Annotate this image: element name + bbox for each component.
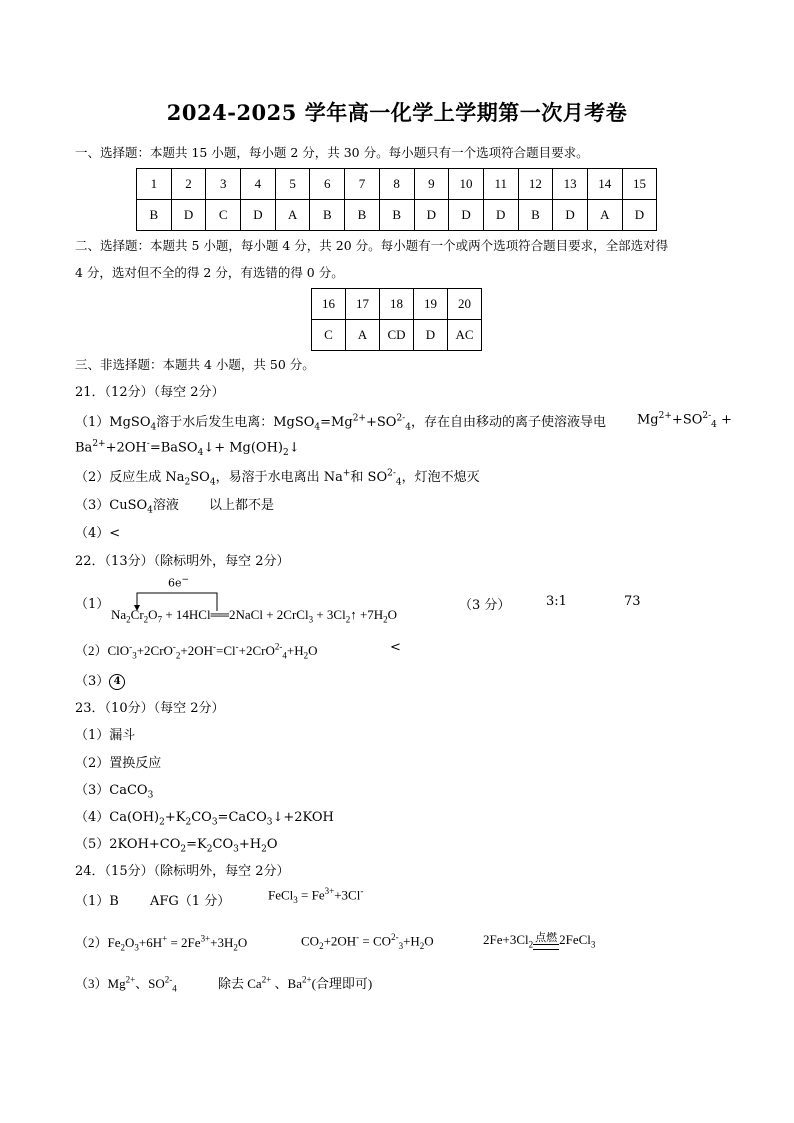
answer-table-1: [136, 168, 657, 231]
label: （5）: [75, 837, 110, 852]
text: +K: [164, 810, 186, 825]
text: CO: [212, 837, 234, 852]
subscript: 4: [395, 477, 402, 488]
text: + 14HCl: [162, 607, 211, 622]
superscript: -: [172, 641, 176, 652]
text: MgSO: [109, 415, 151, 430]
text: +H: [238, 837, 262, 852]
label: （3）: [75, 674, 110, 689]
q21-part1-ions: [637, 411, 732, 430]
text: CO: [191, 810, 212, 825]
q24-heading: 24．（15分）（除标明外，每空 2分）: [75, 864, 290, 879]
subscript: 3: [132, 650, 137, 661]
subscript: 3: [590, 939, 596, 950]
superscript: +: [162, 933, 168, 944]
table-cell: 19: [414, 289, 448, 320]
superscript: 2+: [92, 439, 106, 449]
superscript: 3+: [324, 886, 335, 896]
table-cell: A: [587, 200, 622, 231]
section1-heading: 一、选择题：本题共 15 小题，每小题 2 分，共 30 分。每小题只有一个选项符合题目要求。: [75, 145, 589, 160]
table-row-answers: [137, 200, 657, 231]
text: 2KOH+CO: [109, 837, 181, 852]
text: +SO: [365, 415, 397, 430]
text: ↓: [288, 440, 300, 456]
table-cell: B: [518, 200, 553, 231]
superscript: 2-: [391, 932, 399, 942]
page-title: 2024-2025 学年高一化学上学期第一次月考卷: [166, 100, 628, 125]
table-cell: 11: [483, 169, 518, 200]
text: 和 SO: [350, 470, 388, 485]
q23-heading: 23．（10分）（每空 2分）: [75, 701, 225, 716]
q21-part1-line2: [75, 439, 300, 458]
subscript: 2: [180, 844, 187, 855]
q22-heading: 22．（13分）（除标明外，每空 2分）: [75, 554, 290, 569]
subscript: 2: [233, 942, 238, 953]
subscript: 2: [159, 817, 165, 828]
subscript: 2: [319, 940, 324, 951]
text: CO: [301, 933, 320, 949]
table-cell: 16: [312, 289, 346, 320]
text: Ba: [75, 440, 93, 456]
text: O: [125, 935, 135, 950]
table-cell: 5: [275, 169, 310, 200]
q21-part2: [75, 466, 480, 488]
label: （2）: [75, 643, 108, 658]
subscript: 2: [143, 614, 149, 625]
subscript: 3: [233, 844, 239, 855]
label: （2）: [75, 470, 110, 485]
superscript: 2-: [702, 411, 712, 421]
text: SO: [190, 470, 210, 485]
q24-part1-label: （1）B: [75, 894, 119, 909]
text: 反应生成 Na: [109, 470, 185, 485]
q23-part4: [75, 806, 334, 828]
subscript: 2: [185, 817, 192, 828]
table-cell: 14: [587, 169, 622, 200]
superscript: 2+: [125, 974, 136, 985]
q23-part2: （2）置换反应: [75, 756, 162, 771]
text: 6e: [168, 576, 182, 590]
text: =BaSO: [149, 440, 198, 456]
q24-part1-equation: [268, 886, 363, 905]
q24-part2-eq2: [301, 932, 434, 951]
answer-table-2: [311, 288, 482, 351]
superscript: 2+: [658, 411, 672, 421]
table-cell: D: [622, 200, 657, 231]
table-cell: 4: [241, 169, 276, 200]
text: ，存在自由移动的离子使溶液导电: [410, 415, 606, 430]
text: O: [237, 935, 248, 950]
table-cell: 13: [553, 169, 588, 200]
q22-part2-compare: <: [390, 640, 401, 655]
subscript: 2: [261, 844, 267, 855]
superscript: -: [356, 932, 360, 942]
superscript: 2-: [387, 468, 396, 479]
subscript: 2: [126, 614, 131, 625]
subscript: 3: [211, 817, 218, 828]
text: ，灯泡不熄灭: [401, 470, 480, 485]
subscript: 3: [293, 894, 298, 905]
text: =Mg: [320, 415, 353, 430]
table-cell: 12: [518, 169, 553, 200]
text: ↓+ Mg(OH): [203, 440, 284, 456]
superscript: 2+: [261, 974, 272, 985]
section3-heading: 三、非选择题：本题共 4 小题，共 50 分。: [75, 357, 315, 372]
table-cell: D: [414, 320, 448, 351]
text: = Fe: [297, 887, 325, 903]
text: +2CrO: [136, 643, 173, 658]
text: = 2Fe: [167, 935, 201, 950]
label: （3）: [75, 976, 108, 991]
q22-ratio: 3:1: [546, 594, 567, 609]
label: （3）: [75, 498, 110, 513]
label: （4）: [75, 810, 110, 825]
text: = CO: [359, 933, 392, 949]
q24-part3-answer2: [218, 973, 372, 992]
text: +H: [403, 933, 420, 949]
table-cell: C: [312, 320, 346, 351]
q24-part3: [75, 973, 177, 994]
table-cell: B: [345, 200, 380, 231]
table-cell: D: [241, 200, 276, 231]
subscript: 4: [405, 422, 411, 433]
q21-part4: （4）<: [75, 526, 121, 541]
subscript: 3: [308, 614, 314, 625]
section2-heading-line1: 二、选择题：本题共 5 小题，每小题 4 分，共 20 分。每小题有一个或两个选项符合题目要求，全部选对得: [75, 238, 669, 253]
equals-arrow: ══: [210, 607, 229, 622]
text: +3H: [210, 935, 234, 950]
superscript: 2+: [352, 413, 366, 424]
text: ClO: [107, 643, 130, 658]
text: O: [387, 607, 398, 622]
text: +SO: [671, 412, 703, 428]
text: ↑ +7H: [350, 607, 384, 622]
subscript: 2: [206, 844, 213, 855]
electron-transfer-label: [168, 575, 189, 590]
superscript: -: [129, 641, 133, 652]
superscript: -: [213, 641, 217, 652]
superscript: +: [342, 468, 351, 479]
text: CaCO: [109, 783, 148, 798]
subscript: 2: [419, 940, 425, 951]
subscript: 4: [711, 419, 717, 430]
table-cell: 8: [379, 169, 414, 200]
label: （1）: [75, 415, 110, 430]
text: +3Cl: [334, 887, 361, 903]
text: Mg: [107, 976, 126, 991]
subscript: 3: [147, 790, 154, 801]
text: +2OH: [180, 643, 214, 658]
text: +H: [286, 643, 304, 658]
superscript: -: [360, 886, 364, 896]
table-cell: B: [379, 200, 414, 231]
superscript: 2-: [274, 641, 283, 652]
q22-score-note: （3 分）: [459, 598, 511, 613]
text: Mg: [637, 412, 659, 428]
text: +2CrO: [238, 643, 275, 658]
text: +2OH: [105, 440, 147, 456]
text: 2Fe+3Cl: [483, 932, 529, 947]
text: +2OH: [323, 933, 357, 949]
q21-part3: [75, 494, 179, 516]
text: =CaCO: [217, 810, 267, 825]
table-cell: 15: [622, 169, 657, 200]
reaction-condition: [533, 933, 559, 950]
q23-part1: （1）漏斗: [75, 728, 136, 743]
table-cell: 9: [414, 169, 449, 200]
double-line: [533, 945, 559, 950]
text: =Cl: [216, 643, 236, 658]
table-cell: B: [137, 200, 172, 231]
q21-heading: 21．（12分）（每空 2分）: [75, 385, 225, 400]
table-cell: 17: [346, 289, 380, 320]
table-cell: D: [414, 200, 449, 231]
q24-part2-eq3: [483, 922, 595, 950]
label: （3）: [75, 783, 110, 798]
text: O: [266, 837, 278, 852]
text: +6H: [138, 935, 163, 950]
subscript: 2: [383, 614, 388, 625]
subscript: 4: [150, 422, 157, 433]
superscript: 2-: [164, 974, 173, 985]
q24-part2-eq1: [75, 932, 247, 953]
subscript: 3: [134, 942, 139, 953]
text: =K: [186, 837, 207, 852]
superscript: −: [181, 575, 190, 585]
subscript: 3: [398, 940, 404, 951]
subscript: 2: [120, 942, 126, 953]
text: 2FeCl: [559, 932, 591, 947]
subscript: 2: [184, 477, 191, 488]
q24-part1-answer2: AFG（1 分）: [150, 894, 231, 909]
table-cell: 1: [137, 169, 172, 200]
table-cell: 7: [345, 169, 380, 200]
section2-heading-line2: 4 分，选对但不全的得 2 分，有选错的得 0 分。: [75, 265, 344, 280]
table-cell: CD: [380, 320, 414, 351]
table-cell: D: [449, 200, 484, 231]
subscript: 4: [282, 650, 287, 661]
text: FeCl: [268, 887, 294, 903]
subscript: 4: [314, 422, 321, 433]
text: Ca(OH): [109, 810, 160, 825]
subscript: 7: [157, 614, 163, 625]
table-cell: 18: [380, 289, 414, 320]
text: O: [308, 643, 318, 658]
q22-part1-label: （1）: [75, 597, 110, 612]
subscript: 4: [172, 983, 177, 994]
table-cell: D: [483, 200, 518, 231]
table-cell: 3: [206, 169, 241, 200]
label: （2）: [75, 935, 108, 950]
superscript: 2+: [301, 974, 312, 985]
text: O: [148, 607, 158, 622]
text: 溶于水后发生电离：MgSO: [156, 415, 315, 430]
subscript: 2: [303, 650, 309, 661]
text: +: [716, 412, 732, 428]
q23-part3: [75, 779, 153, 801]
table-cell: AC: [448, 320, 482, 351]
q22-part3: [75, 670, 125, 690]
q22-mass: 73: [624, 594, 641, 609]
table-row-numbers: [137, 169, 657, 200]
table-cell: C: [206, 200, 241, 231]
subscript: 2: [175, 650, 181, 661]
text: (合理即可): [311, 976, 373, 991]
text: 2NaCl + 2CrCl: [229, 607, 309, 622]
q23-part5: [75, 833, 277, 855]
subscript: 4: [209, 477, 216, 488]
table-cell: B: [310, 200, 345, 231]
condition-label: 点燃: [535, 931, 558, 944]
table-row-answers: [312, 320, 482, 351]
text: 、SO: [135, 976, 165, 991]
text: ，易溶于水电离出 Na: [215, 470, 343, 485]
q22-redox-equation: [111, 607, 397, 625]
text: O: [424, 933, 434, 949]
superscript: -: [235, 641, 239, 652]
table-cell: 20: [448, 289, 482, 320]
table-cell: A: [346, 320, 380, 351]
text: Na: [111, 607, 127, 622]
subscript: 2: [345, 614, 351, 625]
text: 除去 Ca: [218, 976, 262, 991]
superscript: -: [146, 439, 150, 449]
text: + 3Cl: [313, 607, 346, 622]
circled-number-icon: 4: [109, 674, 125, 690]
table-row-numbers: [312, 289, 482, 320]
subscript: 4: [147, 505, 153, 516]
q22-part2: [75, 640, 318, 661]
superscript: 3+: [200, 933, 211, 944]
table-cell: D: [171, 200, 206, 231]
table-cell: 2: [171, 169, 206, 200]
text: 、Ba: [271, 976, 302, 991]
text: CuSO: [109, 498, 148, 513]
superscript: 2-: [396, 413, 406, 424]
subscript: 4: [197, 447, 204, 458]
table-cell: 10: [449, 169, 484, 200]
subscript: 2: [283, 447, 289, 458]
text: 溶液: [152, 498, 179, 513]
text: Fe: [107, 935, 121, 950]
table-cell: 6: [310, 169, 345, 200]
text: Cr: [130, 607, 144, 622]
q21-part3-answer2: 以上都不是: [209, 498, 275, 513]
table-cell: D: [553, 200, 588, 231]
text: ↓+2KOH: [272, 810, 334, 825]
table-cell: A: [275, 200, 310, 231]
subscript: 3: [266, 817, 273, 828]
subscript: 2: [528, 939, 534, 950]
q21-part1: [75, 411, 606, 433]
